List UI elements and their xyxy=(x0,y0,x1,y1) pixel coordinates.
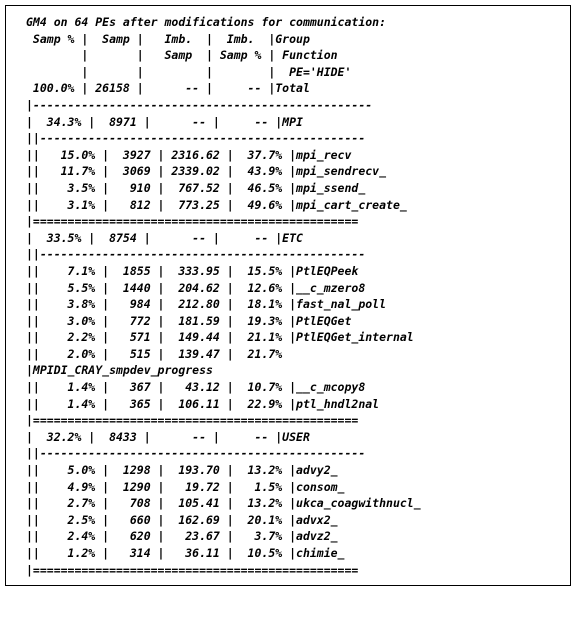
report-line: || 2.0% | 515 | 139.47 | 21.7% xyxy=(26,346,283,361)
report-line: || 11.7% | 3069 | 2339.02 | 43.9% |mpi_sendrecv_ xyxy=(26,164,387,179)
report-line: || 3.5% | 910 | 767.52 | 46.5% |mpi_ssend_ xyxy=(26,180,366,195)
report-line: || 2.4% | 620 | 23.67 | 3.7% |advz2_ xyxy=(26,529,338,544)
report-line: | 33.5% | 8754 | -- | -- |ETC xyxy=(26,230,303,245)
report-line: | 34.3% | 8971 | -- | -- |MPI xyxy=(26,114,303,129)
report-line: Samp % | Samp | Imb. | Imb. |Group xyxy=(26,31,310,46)
report-line: GM4 on 64 PEs after modifications for communication: xyxy=(26,15,387,29)
report-line: || 4.9% | 1290 | 19.72 | 1.5% |consom_ xyxy=(26,479,345,494)
report-line: ||----------------------------------------------- xyxy=(26,247,366,262)
report-line: || 5.5% | 1440 | 204.62 | 12.6% |__c_mzero8 xyxy=(26,280,366,295)
report-line: || 3.1% | 812 | 773.25 | 49.6% |mpi_cart_create_ xyxy=(26,197,407,212)
report-line: | | Samp | Samp % | Function xyxy=(26,48,338,63)
report-line: |MPIDI_CRAY_smpdev_progress xyxy=(26,363,213,378)
report-line: || 3.0% | 772 | 181.59 | 19.3% |PtlEQGet xyxy=(26,313,352,328)
report-line: || 2.7% | 708 | 105.41 | 13.2% |ukca_coagwithnucl_ xyxy=(26,496,421,511)
report-line: 100.0% | 26158 | -- | -- |Total xyxy=(26,81,310,96)
report-line: || 1.2% | 314 | 36.11 | 10.5% |chimie_ xyxy=(26,546,345,560)
report-line: || 15.0% | 3927 | 2316.62 | 37.7% |mpi_recv xyxy=(26,147,352,162)
report-frame xyxy=(5,5,571,586)
report-line: |------------------------------------------------- xyxy=(26,97,373,112)
report-line: || 2.5% | 660 | 162.69 | 20.1% |advx2_ xyxy=(26,512,338,527)
report-line: |=============================================== xyxy=(26,413,359,428)
report-line: || 1.4% | 365 | 106.11 | 22.9% |ptl_hndl2nal xyxy=(26,396,380,411)
report-line: ||----------------------------------------------- xyxy=(26,446,366,461)
report-line: ||----------------------------------------------- xyxy=(26,131,366,146)
report-line: || 3.8% | 984 | 212.80 | 18.1% |fast_nal_poll xyxy=(26,297,387,312)
report-line: || 7.1% | 1855 | 333.95 | 15.5% |PtlEQPeek xyxy=(26,263,359,278)
report-line: | 32.2% | 8433 | -- | -- |USER xyxy=(26,429,310,444)
report-line: | | | | PE='HIDE' xyxy=(26,64,352,79)
report-line: || 5.0% | 1298 | 193.70 | 13.2% |advy2_ xyxy=(26,463,338,478)
report-line: || 2.2% | 571 | 149.44 | 21.1% |PtlEQGet_internal xyxy=(26,330,414,345)
report-line: |=============================================== xyxy=(26,214,359,229)
report-line: |=============================================== xyxy=(26,562,359,577)
profile-report-text xyxy=(26,14,421,578)
report-line: || 1.4% | 367 | 43.12 | 10.7% |__c_mcopy8 xyxy=(26,380,366,395)
